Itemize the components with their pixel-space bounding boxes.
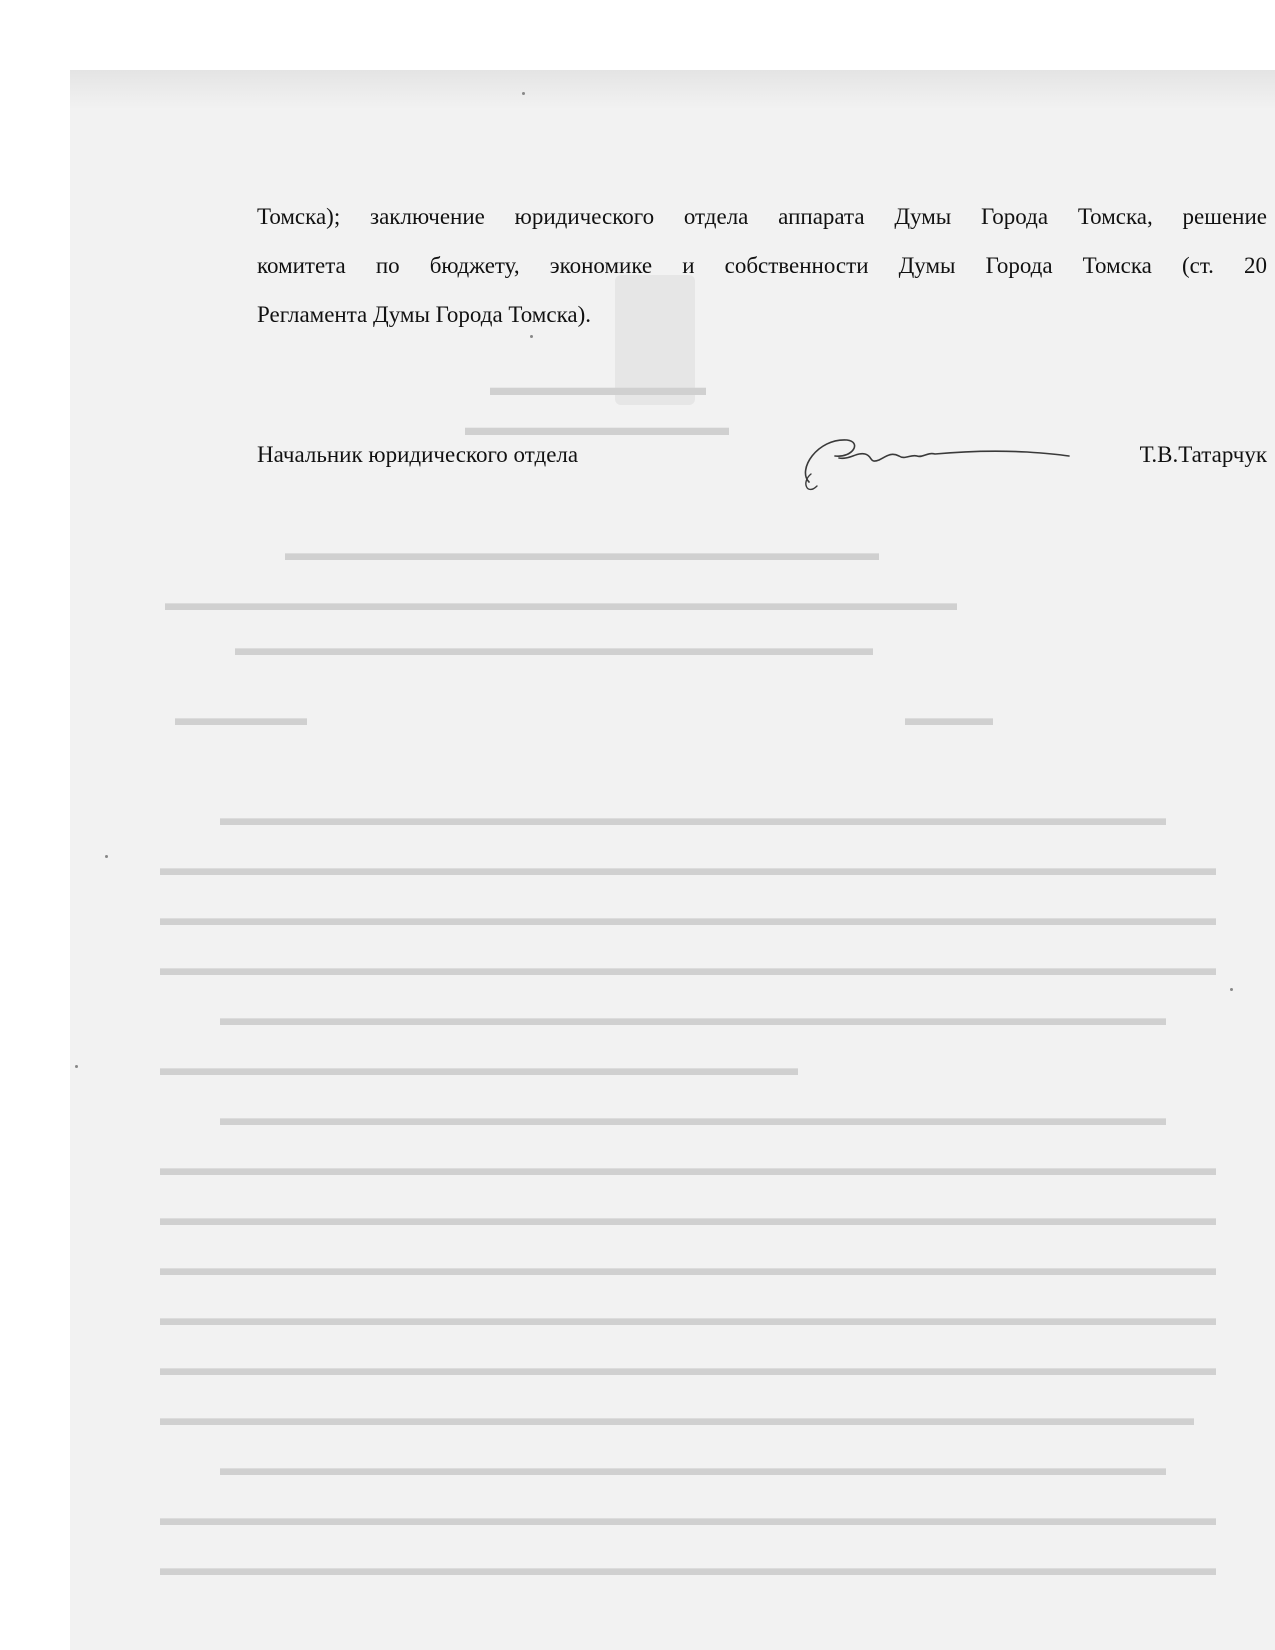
bleed-through-text: ▬▬▬▬▬▬▬▬▬▬▬▬▬▬▬▬▬▬▬▬▬▬▬▬▬▬▬▬▬▬▬▬▬▬▬▬▬▬▬▬▬▬▬▬▬▬▬▬ — [160, 955, 1216, 980]
bleed-through-text: ▬▬▬▬▬▬▬▬▬▬▬▬▬▬▬▬▬▬▬▬▬▬▬▬▬▬▬▬▬ — [235, 635, 873, 660]
paragraph-line: Регламента Думы Города Томска). — [257, 302, 592, 327]
paragraph-line: комитета по бюджету, экономике и собственности Думы Города Томска (ст. 20 — [257, 253, 1267, 278]
handwritten-signature — [787, 430, 1077, 500]
signatory-position: Начальник юридического отдела — [257, 442, 579, 467]
scan-speck — [1230, 988, 1233, 991]
bleed-through-text: ▬▬▬▬▬▬▬▬▬▬▬▬▬▬▬▬▬▬▬▬▬▬▬▬▬▬▬▬▬▬▬▬▬▬▬▬▬▬▬▬▬▬▬▬▬▬▬ — [160, 1405, 1194, 1430]
bleed-through-text: ▬▬▬▬▬▬▬▬▬▬▬▬▬▬▬▬▬▬▬▬▬▬▬▬▬▬▬▬▬▬▬▬▬▬▬▬▬▬▬▬▬▬▬▬▬▬▬▬ — [160, 905, 1216, 930]
bleed-through-text: ▬▬▬▬▬▬▬▬▬▬▬▬▬▬▬▬▬▬▬▬▬▬▬▬▬▬▬▬▬▬▬▬▬▬▬▬▬▬▬▬▬▬▬▬▬▬▬▬ — [160, 1505, 1216, 1530]
bleed-through-text: ▬▬▬▬▬▬▬▬▬▬▬▬▬▬▬▬▬▬▬▬▬▬▬▬▬▬▬ — [285, 540, 879, 565]
bleed-through-text: ▬▬▬▬▬▬▬▬▬▬▬▬▬▬▬▬▬▬▬▬▬▬▬▬▬▬▬▬▬▬▬▬▬▬▬▬▬▬▬▬▬▬▬▬▬▬▬▬ — [160, 855, 1216, 880]
bleed-through-text: ▬▬▬▬▬▬▬▬▬▬▬▬▬▬▬▬▬▬▬▬▬▬▬▬▬▬▬▬▬▬▬▬▬▬▬▬▬▬▬▬▬▬▬▬▬▬▬▬ — [160, 1305, 1216, 1330]
bleed-through-text: ▬▬▬▬▬▬▬▬▬▬▬ — [465, 415, 729, 441]
bleed-through-text: ▬▬▬▬▬▬▬▬▬▬▬▬▬▬▬▬▬▬▬▬▬▬▬▬▬▬▬▬▬▬▬▬▬▬▬▬▬▬▬▬▬▬▬ — [220, 805, 1166, 830]
paragraph-line: Томска); заключение юридического отдела аппарата Думы Города Томска, решение — [257, 204, 1267, 229]
closing-paragraph — [257, 192, 1267, 339]
bleed-through-text: ▬▬▬▬▬▬▬▬▬▬▬▬▬▬▬▬▬▬▬▬▬▬▬▬▬▬▬▬▬▬▬▬▬▬▬▬▬▬▬▬▬▬▬▬▬▬▬▬ — [160, 1205, 1216, 1230]
bleed-through-text: ▬▬▬▬▬▬ — [175, 705, 307, 730]
bleed-through-text: ▬▬▬▬▬▬▬▬▬ — [490, 375, 706, 401]
document-body — [257, 192, 1267, 339]
signature-block — [257, 442, 1267, 482]
scan-speck — [105, 855, 108, 858]
bleed-through-text: ▬▬▬▬▬▬▬▬▬▬▬▬▬▬▬▬▬▬▬▬▬▬▬▬▬▬▬▬▬▬▬▬▬▬▬▬ — [165, 590, 957, 615]
bleed-through-text: ▬▬▬▬▬▬▬▬▬▬▬▬▬▬▬▬▬▬▬▬▬▬▬▬▬▬▬▬▬▬▬▬▬▬▬▬▬▬▬▬▬▬▬ — [220, 1455, 1166, 1480]
bleed-through-text: ▬▬▬▬▬▬▬▬▬▬▬▬▬▬▬▬▬▬▬▬▬▬▬▬▬▬▬▬▬▬▬▬▬▬▬▬▬▬▬▬▬▬▬▬▬▬▬▬ — [160, 1355, 1216, 1380]
scan-shadow — [70, 70, 1275, 110]
bleed-through-text: ▬▬▬▬▬▬▬▬▬▬▬▬▬▬▬▬▬▬▬▬▬▬▬▬▬▬▬▬▬▬▬▬▬▬▬▬▬▬▬▬▬▬▬▬▬▬▬▬ — [160, 1155, 1216, 1180]
bleed-through-text: ▬▬▬▬▬▬▬▬▬▬▬▬▬▬▬▬▬▬▬▬▬▬▬▬▬▬▬▬▬▬▬▬▬▬▬▬▬▬▬▬▬▬▬ — [220, 1005, 1166, 1030]
signatory-name: Т.В.Татарчук — [1139, 442, 1267, 467]
scan-speck — [75, 1065, 78, 1068]
bleed-through-text: ▬▬▬▬▬▬▬▬▬▬▬▬▬▬▬▬▬▬▬▬▬▬▬▬▬▬▬▬▬ — [160, 1055, 798, 1080]
bleed-through-text: ▬▬▬▬▬▬▬▬▬▬▬▬▬▬▬▬▬▬▬▬▬▬▬▬▬▬▬▬▬▬▬▬▬▬▬▬▬▬▬▬▬▬▬▬▬▬▬▬ — [160, 1555, 1216, 1580]
bleed-through-text: ▬▬▬▬ — [905, 705, 993, 730]
scan-speck — [522, 92, 525, 95]
bleed-through-text: ▬▬▬▬▬▬▬▬▬▬▬▬▬▬▬▬▬▬▬▬▬▬▬▬▬▬▬▬▬▬▬▬▬▬▬▬▬▬▬▬▬▬▬▬▬▬▬▬ — [160, 1255, 1216, 1280]
bleed-through-text: ▬▬▬▬▬▬▬▬▬▬▬▬▬▬▬▬▬▬▬▬▬▬▬▬▬▬▬▬▬▬▬▬▬▬▬▬▬▬▬▬▬▬▬ — [220, 1105, 1166, 1130]
